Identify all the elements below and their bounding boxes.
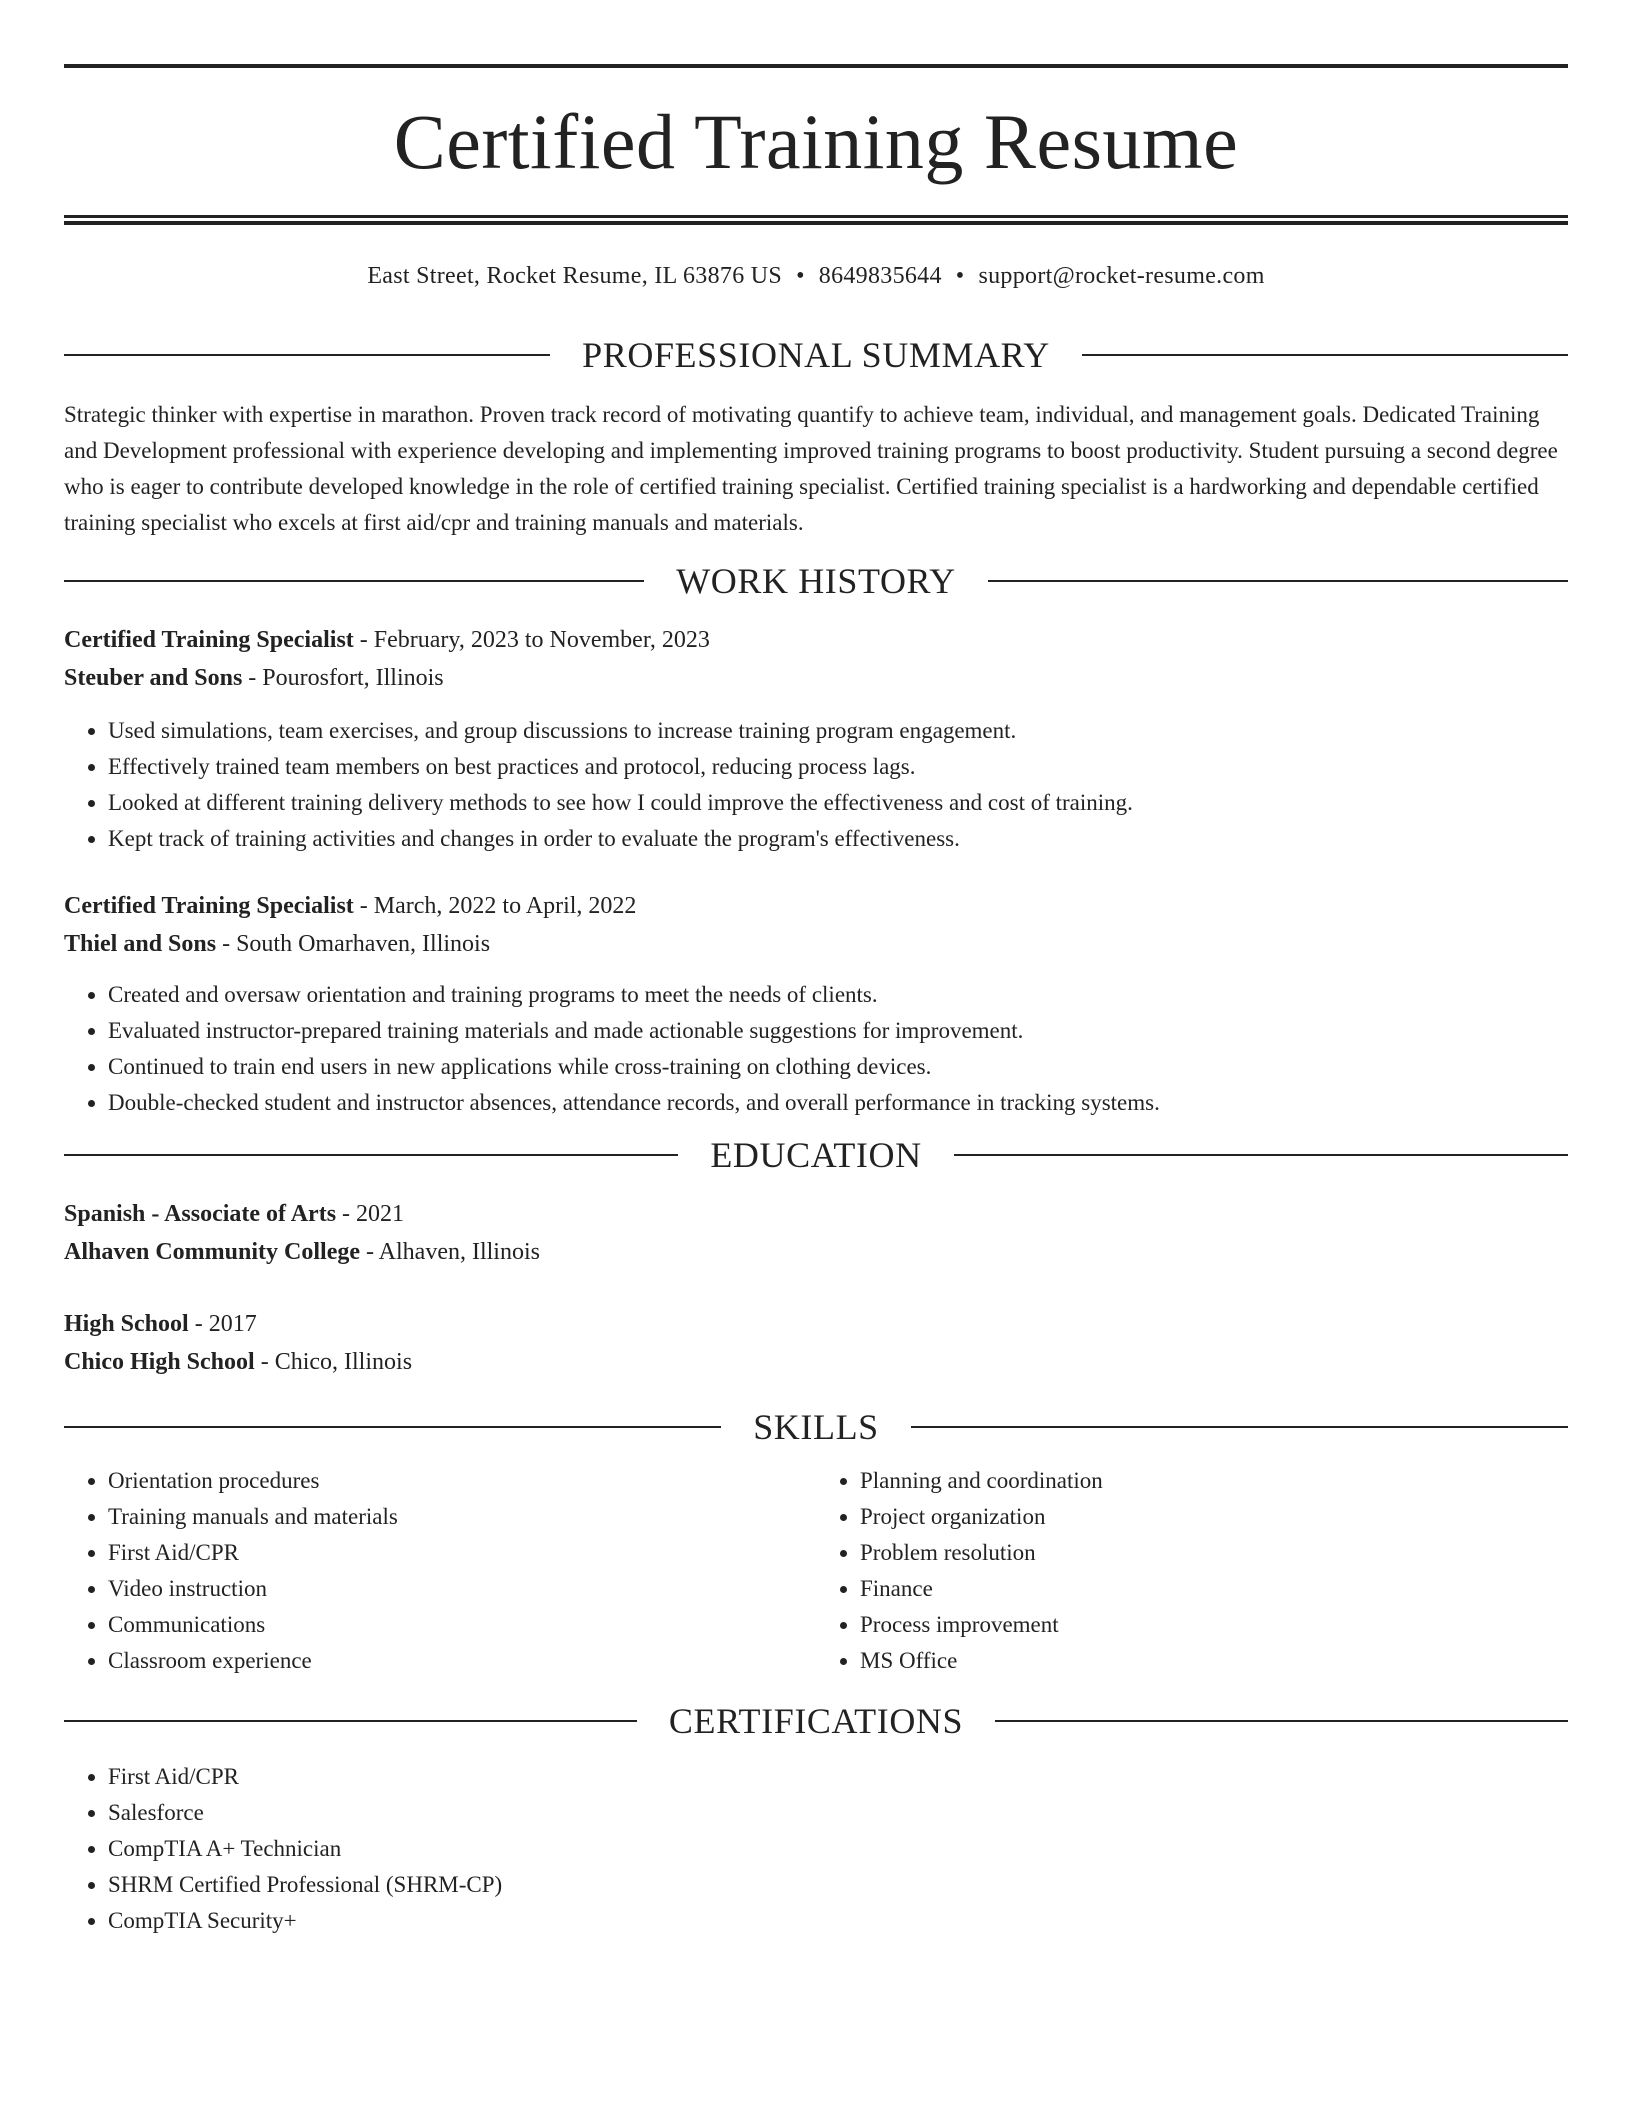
education-degree: Spanish - Associate of Arts [64,1201,337,1227]
list-item: • Salesforce [108,1795,1568,1831]
section-heading-label: CERTIFICATIONS [668,1701,964,1741]
list-item: • Training manuals and materials [108,1499,816,1535]
section-heading-education [64,1135,1568,1175]
education-school: Alhaven Community College [64,1239,360,1265]
contact-address: East Street, Rocket Resume, IL 63876 US [367,263,783,289]
section-heading-label: EDUCATION [710,1135,922,1175]
contact-separator: • [796,263,805,289]
list-item: • First Aid/CPR [108,1759,1568,1795]
skills-list-right [816,1463,1568,1679]
section-heading-label: SKILLS [753,1407,879,1447]
heading-rule [64,1154,678,1156]
skills-list-left [64,1463,816,1679]
job-dates: - February, 2023 to November, 2023 [353,627,710,653]
heading-rule [64,1426,721,1428]
education-location: - Alhaven, Illinois [360,1239,540,1265]
job-title-line [64,887,1568,925]
list-item: • Evaluated instructor-prepared training materials and made actionable suggestions for improvement. [108,1013,1568,1049]
list-item: • Project organization [860,1499,1568,1535]
list-item: • SHRM Certified Professional (SHRM-CP) [108,1867,1568,1903]
education-location: - Chico, Illinois [254,1349,413,1375]
contact-line [64,261,1568,291]
job-location: - South Omarhaven, Illinois [216,931,491,957]
education-degree-line [64,1305,1568,1343]
list-item: • Problem resolution [860,1535,1568,1571]
heading-rule [988,580,1568,582]
job-entry [64,621,1568,857]
job-bullets [64,713,1568,857]
list-item: • CompTIA A+ Technician [108,1831,1568,1867]
heading-rule [64,1720,637,1722]
section-heading-label: WORK HISTORY [676,561,956,601]
list-item: • Process improvement [860,1607,1568,1643]
skills-columns [64,1463,1568,1679]
job-title-line [64,621,1568,659]
job-dates: - March, 2022 to April, 2022 [353,893,637,919]
section-heading-skills [64,1407,1568,1447]
certifications-list [64,1759,1568,1939]
list-item: • Communications [108,1607,816,1643]
education-school: Chico High School [64,1349,255,1375]
education-entry [64,1195,1568,1271]
education-year: - 2021 [336,1201,405,1227]
heading-rule [1082,354,1568,356]
heading-rule [954,1154,1568,1156]
list-item: • Planning and coordination [860,1463,1568,1499]
list-item: • CompTIA Security+ [108,1903,1568,1939]
education-year: - 2017 [188,1311,257,1337]
job-location: - Pourosfort, Illinois [242,665,444,691]
title-double-rule [64,215,1568,225]
job-company-line [64,659,1568,697]
job-company: Steuber and Sons [64,665,243,691]
list-item: • Orientation procedures [108,1463,816,1499]
section-heading-label: PROFESSIONAL SUMMARY [582,335,1050,375]
education-degree-line [64,1195,1568,1233]
list-item: • Looked at different training delivery methods to see how I could improve the effectiveness and cost of training. [108,785,1568,821]
list-item: • Double-checked student and instructor absences, attendance records, and overall performance in tracking systems. [108,1085,1568,1121]
list-item: • Video instruction [108,1571,816,1607]
education-school-line [64,1233,1568,1271]
job-bullets [64,977,1568,1121]
contact-phone: 8649835644 [818,263,942,289]
list-item: • Effectively trained team members on best practices and protocol, reducing process lags. [108,749,1568,785]
contact-separator: • [955,263,965,289]
heading-rule [995,1720,1568,1722]
job-company-line [64,925,1568,963]
job-title: Certified Training Specialist [64,893,354,919]
list-item: • MS Office [860,1643,1568,1679]
job-entry [64,887,1568,1121]
section-heading-work-history [64,561,1568,601]
section-heading-summary [64,335,1568,375]
contact-email[interactable]: support@rocket-resume.com [978,263,1265,289]
list-item: • Classroom experience [108,1643,816,1679]
summary-text: Strategic thinker with expertise in marathon. Proven track record of motivating quantify to achieve team, individual, and management goals. Dedicated Training and Development professional with experience developing and implementing improved training programs to boost productivity. Student pursuing a second degree who is eager to contribute developed knowledge in the role of certified training specialist. Certified training specialist is a hardworking and dependable certified training specialist who excels at first aid/cpr and training manuals and materials. [64,402,1558,535]
list-item: • Kept track of training activities and changes in order to evaluate the program's effectiveness. [108,821,1568,857]
list-item: • Continued to train end users in new applications while cross-training on clothing devices. [108,1049,1568,1085]
list-item: • Created and oversaw orientation and training programs to meet the needs of clients. [108,977,1568,1013]
education-entry [64,1305,1568,1381]
education-degree: High School [64,1311,189,1337]
heading-rule [911,1426,1568,1428]
section-heading-certifications [64,1701,1568,1741]
list-item: • Used simulations, team exercises, and group discussions to increase training program engagement. [108,713,1568,749]
heading-rule [64,580,644,582]
job-company: Thiel and Sons [64,931,217,957]
list-item: • First Aid/CPR [108,1535,816,1571]
heading-rule [64,354,550,356]
education-school-line [64,1343,1568,1381]
resume-title: Certified Training Resume [393,98,1239,185]
job-title: Certified Training Specialist [64,627,354,653]
top-rule [64,64,1568,68]
list-item: • Finance [860,1571,1568,1607]
